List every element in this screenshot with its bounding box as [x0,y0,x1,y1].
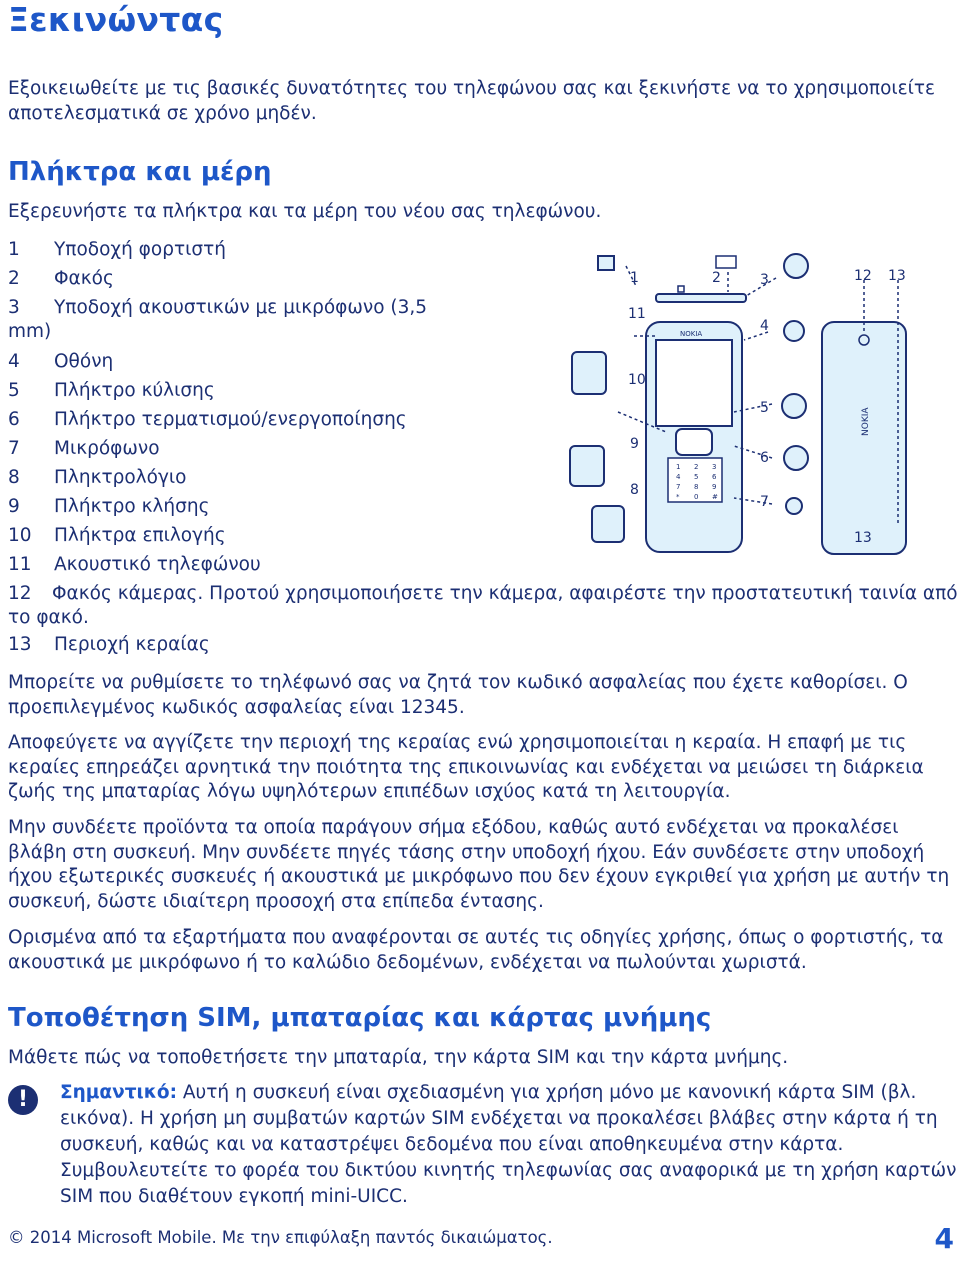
warning-icon: ! [8,1085,38,1115]
part-item: 9 Πλήκτρο κλήσης [8,496,210,517]
phone-screen [656,340,732,426]
part-item: 3 Υποδοχή ακουστικών με μικρόφωνο (3,5 mm) [8,297,428,342]
part-item: 11 Ακουστικό τηλεφώνου [8,554,261,575]
phone-back-body [822,322,906,554]
flashlight-icon [678,286,684,292]
part-item: 13 Περιοχή κεραίας [8,634,210,655]
audio-warning-text: Μην συνδέετε προϊόντα τα οποία παράγουν σήμα εξόδου, καθώς αυτό ενδέχεται να προκαλέσει βλάβη στη συσκευή. Μην συνδέετε πηγές τάσης στην υποδοχή ήχου. Εάν συνδέσετε στην υποδοχή ήχου εξωτερικές συσκευές ή ακουστικά με μικρόφωνο που δεν έχουν εγκριθεί για χρήση με αυτήν τη συσκευή, δώστε ιδιαίτερη προσοχή στα επίπεδα έντασης. [8,817,950,912]
part-item: 12 Φακός κάμερας. Προτού χρησιμοποιήσετε την κάμερα, αφαιρέστε την προστατευτική ταινία από το φακό. [8,583,958,628]
brand-logo-back: NOKIA [861,407,871,436]
part-item: 4 Οθόνη [8,351,114,372]
accessories-text: Ορισμένα από τα εξαρτήματα που αναφέρονται σε αυτές τις οδηγίες χρήσης, όπως ο φορτιστής, τα ακουστικά με μικρόφωνο ή το καλώδιο δεδομένων, ενδέχεται να πωλούνται χωριστά. [8,927,944,973]
callout-13-bottom: 13 [854,530,872,546]
callout-8: 8 [630,482,639,498]
phone-parts-diagram [548,236,918,556]
microphone-icon [786,498,802,514]
scroll-key [676,429,712,455]
notice-label: Σημαντικό: [60,1082,177,1103]
sim-section-intro: Μάθετε πώς να τοποθετήσετε την μπαταρία, την κάρτα SIM και την κάρτα μνήμης. [8,1047,789,1068]
keys-section-intro: Εξερευνήστε τα πλήκτρα και τα μέρη του νέου σας τηλεφώνου. [8,201,602,222]
phone-top-edge [656,294,746,302]
scroll-icon [782,394,806,418]
keypad-key: # [712,493,718,501]
keypad-key: 6 [712,473,717,481]
callout-6: 6 [760,450,769,466]
callout-3: 3 [760,272,769,288]
keypad-key: 2 [694,463,699,471]
intro-text: Εξοικειωθείτε με τις βασικές δυνατότητες του τηλεφώνου σας και ξεκινήστε να το χρησιμοποιείτε αποτελεσματικά σε χρόνο μηδέν. [8,78,936,124]
callout-13: 13 [888,268,906,284]
page-title: Ξεκινώντας [8,0,224,39]
torch-icon [716,256,736,268]
keypad-key: 5 [694,473,699,481]
callout-1: 1 [630,270,639,286]
end-key-icon [784,446,808,470]
callout-2: 2 [712,270,721,286]
page-number: 4 [934,1222,954,1255]
part-item: 6 Πλήκτρο τερματισμού/ενεργοποίησης [8,409,407,430]
hand-device-1 [572,352,606,394]
keypad-key: 3 [712,463,717,471]
notice-text [60,1080,960,1210]
keypad-key: 4 [676,473,681,481]
sim-section-heading: Τοποθέτηση SIM, μπαταρίας και κάρτας μνήμης [8,1003,712,1033]
callout-9: 9 [630,436,639,452]
hand-device-3 [592,506,624,542]
part-item: 1 Υποδοχή φορτιστή [8,239,226,260]
antenna-warning-text: Αποφεύγετε να αγγίζετε την περιοχή της κεραίας ενώ χρησιμοποιείται η κεραία. Η επαφή με τις κεραίες επηρεάζει αρνητικά την ποιότητα της επικοινωνίας και ενδέχεται να μειώσει τη διάρκεια ζωής της μπαταρίας λόγω υψηλότερων επιπέδων ισχύος κατά τη λειτουργία. [8,732,924,802]
keys-section-heading: Πλήκτρα και μέρη [8,157,272,187]
brand-logo-front: NOKIA [680,330,703,338]
keypad-key: 0 [694,493,699,501]
keypad-key: 9 [712,483,717,491]
callout-11: 11 [628,306,646,322]
security-code-text: Μπορείτε να ρυθμίσετε το τηλέφωνό σας να ζητά τον κωδικό ασφαλείας που έχετε καθορίσει. Ο προεπιλεγμένος κωδικός ασφαλείας είναι 12345. [8,672,908,718]
keypad-key: 1 [676,463,681,471]
callout-12: 12 [854,268,872,284]
part-item: 2 Φακός [8,268,114,289]
charger-plug [598,256,614,270]
headset-icon [784,254,808,278]
part-item: 10 Πλήκτρα επιλογής [8,525,226,546]
callout-5: 5 [760,400,769,416]
speaker-icon [784,321,804,341]
callout-4: 4 [760,318,769,334]
notice-body: Αυτή η συσκευή είναι σχεδιασμένη για χρήση μόνο με κανονική κάρτα SIM (βλ. εικόνα). Η χρήση μη συμβατών καρτών SIM ενδέχεται να προκαλέσει βλάβες στην κάρτα ή τη συσκευή, καθώς και να καταστρέψει δεδομένα που είναι αποθηκευμένα στην κάρτα. Συμβουλευτείτε το φορέα του δικτύου κινητής τηλεφωνίας σας αναφορικά με τη χρήση καρτών SIM που διαθέτουν εγκοπή mini-UICC. [60,1082,957,1207]
callout-10: 10 [628,372,646,388]
keypad-key: 7 [676,483,681,491]
part-item: 5 Πλήκτρο κύλισης [8,380,215,401]
keypad-key: 8 [694,483,699,491]
callout-7: 7 [760,494,769,510]
copyright-footer: © 2014 Microsoft Mobile. Με την επιφύλαξη παντός δικαιώματος. [8,1228,553,1247]
part-item: 8 Πληκτρολόγιο [8,467,187,488]
keypad-key: * [676,493,680,501]
part-item: 7 Μικρόφωνο [8,438,160,459]
hand-device-2 [570,446,604,486]
